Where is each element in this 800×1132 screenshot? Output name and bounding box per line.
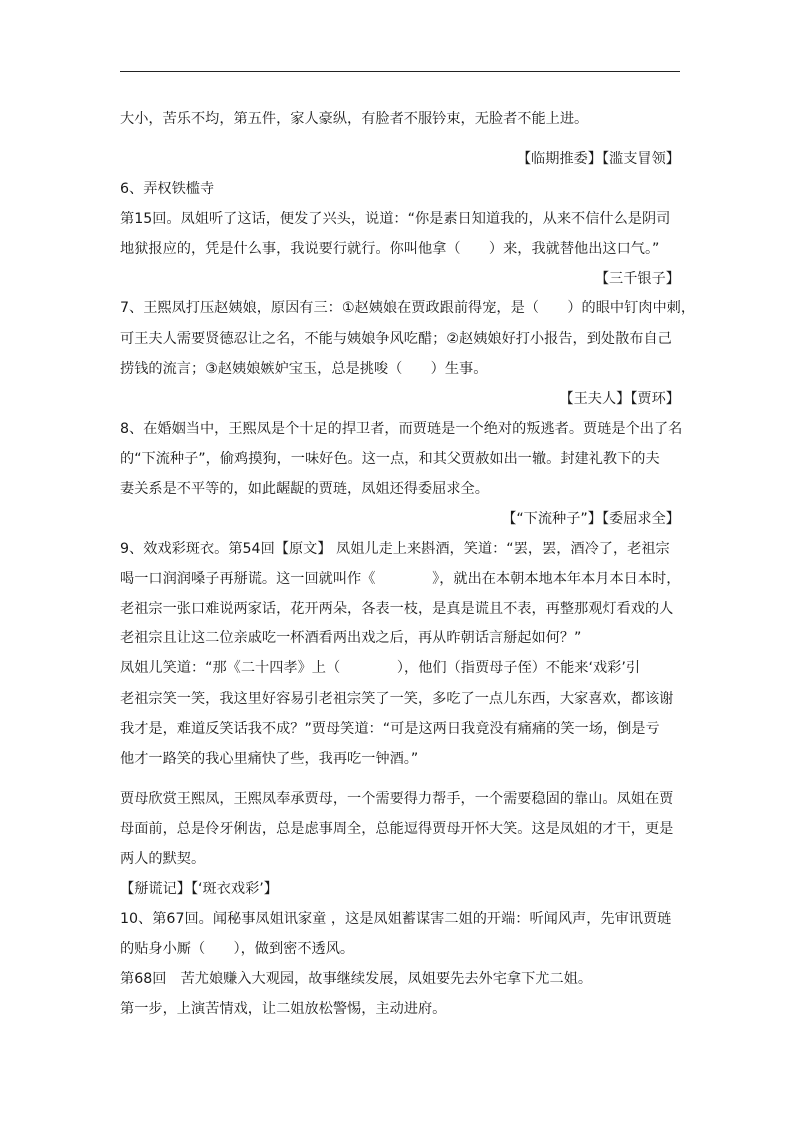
text-line: 捞钱的流言；③赵姨娘嫉妒宝玉，总是挑唆（ ）生事。: [120, 361, 488, 377]
text-line: 喝一口润润嗓子再掰谎。这一回就叫作《 》，就出在本朝本地本年本月本日本时，: [120, 571, 681, 587]
text-line: 9、效戏彩斑衣。第54回【原文】 凤姐儿走上来斟酒，笑道：“罢，罢，酒冷了，老祖宗: [120, 541, 670, 557]
text-line: 第15回。凤姐听了这话，便发了兴头，说道：“你是素日知道我的，从来不信什么是阴司: [120, 211, 671, 227]
text-line: 的“下流种子”，偷鸡摸狗，一味好色。这一点，和其父贾赦如出一辙。封建礼教下的夫: [120, 451, 660, 467]
answer-line: 【临期推委】【滥支冒领】: [516, 151, 680, 167]
text-line: 贾母欣赏王熙凤，王熙凤奉承贾母，一个需要得力帮手，一个需要稳固的靠山。凤姐在贾: [120, 791, 674, 807]
text-line: 第一步，上演苦情戏，让二姐放松警惕，主动进府。: [120, 1001, 447, 1017]
text-line: 大小，苦乐不均，第五件，家人豪纵，有脸者不服钤束，无脸者不能上进。: [120, 111, 589, 127]
header-rule: [120, 71, 680, 72]
answer-line: 【三千银子】: [594, 271, 680, 287]
answer-line: 【王夫人】【贾环】: [559, 391, 680, 407]
section-heading: 6、弄权铁槛寺: [120, 181, 215, 197]
text-line: 两人的默契。: [120, 851, 206, 867]
text-line: 老祖宗一张口难说两家话，花开两朵，各表一枝，是真是谎且不表，再整那观灯看戏的人: [120, 601, 674, 617]
text-line: 10、第67回。闻秘事凤姐讯家童 ，这是凤姐蓄谋害二姐的开端：听闻风声，先审讯贾琏: [120, 911, 672, 927]
text-line: 母面前，总是伶牙俐齿，总是虑事周全，总能逗得贾母开怀大笑。这是凤姐的才干，更是: [120, 821, 674, 837]
answer-line: 【掰谎记】【‘斑衣戏彩’】: [120, 881, 278, 897]
answer-line: 【“下流种子”】【委屈求全】: [502, 511, 680, 527]
text-line: 我才是，难道反笑话我不成？”贾母笑道：“可是这两日我竟没有痛痛的笑一场，倒是亏: [120, 721, 660, 737]
text-line: 地狱报应的，凭是什么事，我说要行就行。你叫他拿（ ）来，我就替他出这口气。”: [120, 241, 660, 257]
text-line: 老祖宗且让这二位亲戚吃一杯酒看两出戏之后，再从昨朝话言掰起如何？”: [120, 630, 582, 646]
text-line: 的贴身小厮（ ），做到密不透风。: [120, 941, 355, 957]
text-line: 可王夫人需要贤德忍让之名，不能与姨娘争风吃醋；②赵姨娘好打小报告，到处散布自己: [120, 331, 672, 347]
text-line: 第68回 苦尤娘赚入大观园，故事继续发展，凤姐要先去外宅拿下尤二姐。: [120, 971, 593, 987]
text-line: 7、王熙凤打压赵姨娘，原因有三：①赵姨娘在贾政跟前得宠，是（ ）的眼中钉肉中刺，: [120, 300, 696, 316]
text-line: 8、在婚姻当中，王熙凤是个十足的捍卫者，而贾琏是一个绝对的叛逃者。贾琏是个出了名: [120, 421, 683, 437]
text-line: 妻关系是不平等的，如此龌龊的贾琏，凤姐还得委屈求全。: [120, 481, 489, 497]
text-line: 老祖宗笑一笑，我这里好容易引老祖宗笑了一笑，多吃了一点儿东西，大家喜欢，都该谢: [120, 691, 674, 707]
text-line: 他才一路笑的我心里痛快了些，我再吃一钟酒。”: [120, 751, 419, 767]
text-line: 凤姐儿笑道：“那《二十四孝》上（ ），他们（指贾母子侄）不能来‘戏彩’引: [120, 660, 641, 676]
